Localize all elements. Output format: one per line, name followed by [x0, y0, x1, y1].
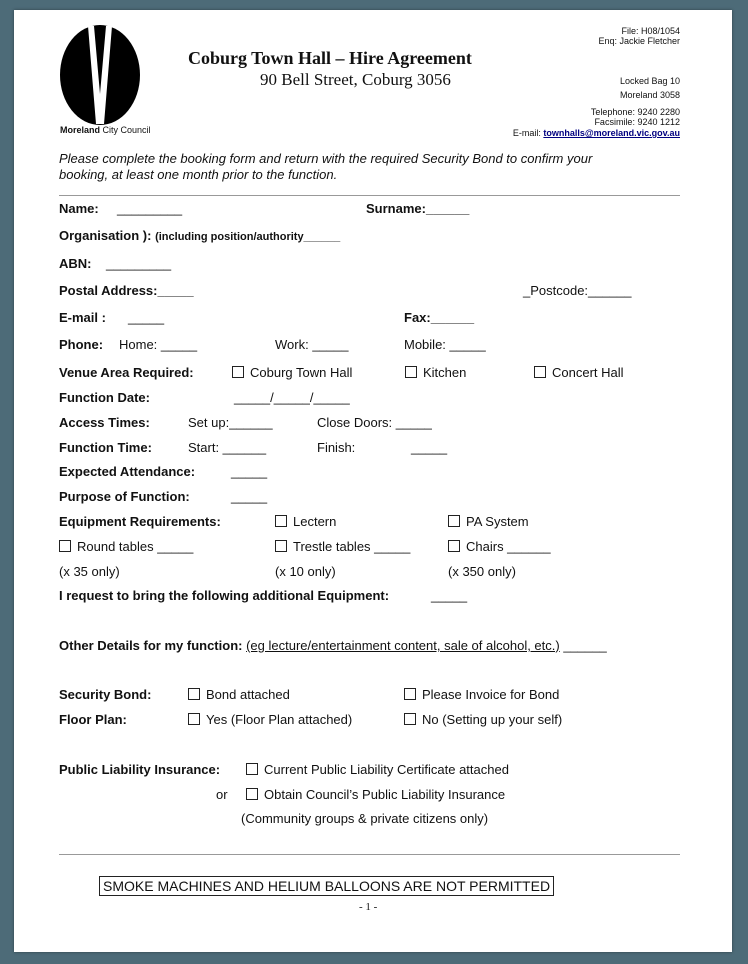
trestle-tables-option[interactable]: Trestle tables _____: [275, 539, 410, 554]
function-date-label: Function Date:: [59, 390, 150, 405]
work-phone-field[interactable]: Work: _____: [275, 337, 349, 352]
moreland-logo-icon: [58, 24, 142, 130]
logo-text: Moreland City Council: [60, 125, 151, 135]
postcode-field[interactable]: _Postcode:______: [523, 283, 632, 298]
setup-time-field[interactable]: Set up:______: [188, 415, 273, 430]
checkbox[interactable]: [534, 366, 546, 378]
checkbox[interactable]: [448, 540, 460, 552]
page-number: - 1 -: [359, 901, 378, 913]
purpose-label: Purpose of Function:: [59, 489, 190, 504]
additional-equipment-label: I request to bring the following additional Equipment:: [59, 588, 390, 603]
attendance-label: Expected Attendance:: [59, 464, 196, 479]
document-page: [14, 10, 732, 952]
checkbox[interactable]: [405, 366, 417, 378]
abn-field[interactable]: _________: [106, 256, 172, 271]
checkbox[interactable]: [404, 713, 416, 725]
other-details-label: Other Details for my function:: [59, 638, 243, 653]
header-divider: [59, 195, 680, 196]
function-time-label: Function Time:: [59, 440, 152, 455]
home-phone-field[interactable]: Home: _____: [119, 337, 198, 352]
invoice-bond-option[interactable]: Please Invoice for Bond: [404, 687, 559, 702]
additional-equipment-field[interactable]: _____: [431, 588, 468, 603]
email-label: E-mail :: [59, 310, 106, 325]
function-date-field[interactable]: _____/_____/_____: [234, 390, 350, 405]
insurance-certificate-option[interactable]: Current Public Liability Certificate attached: [246, 762, 509, 777]
surname-field[interactable]: Surname:______: [366, 201, 470, 216]
checkbox[interactable]: [246, 763, 258, 775]
suburb-postcode: Moreland 3058: [619, 90, 680, 100]
council-insurance-option[interactable]: Obtain Council’s Public Liability Insurance: [246, 787, 505, 802]
organisation-label: Organisation ):: [59, 228, 152, 243]
checkbox[interactable]: [59, 540, 71, 552]
trestle-tables-quantity-note: (x 10 only): [275, 564, 336, 579]
round-tables-quantity-note: (x 35 only): [59, 564, 120, 579]
equipment-label: Equipment Requirements:: [59, 514, 221, 529]
security-bond-label: Security Bond:: [59, 687, 152, 702]
facsimile: Facsimile: 9240 1212: [594, 117, 680, 127]
start-time-field[interactable]: Start: ______: [188, 440, 267, 455]
finish-time-field[interactable]: _____: [411, 440, 448, 455]
access-times-label: Access Times:: [59, 415, 150, 430]
chairs-option[interactable]: Chairs ______: [448, 539, 551, 554]
name-field[interactable]: _________: [117, 201, 183, 216]
checkbox[interactable]: [275, 515, 287, 527]
venue-concert-hall-option[interactable]: Concert Hall: [534, 365, 624, 380]
footer-divider: [59, 854, 680, 855]
postal-address-field[interactable]: Postal Address:_____: [59, 283, 194, 298]
checkbox[interactable]: [404, 688, 416, 700]
chairs-quantity-note: (x 350 only): [448, 564, 516, 579]
intro-line-1: Please complete the booking form and return with the required Security Bond to confirm your: [59, 151, 593, 166]
checkbox[interactable]: [448, 515, 460, 527]
checkbox[interactable]: [246, 788, 258, 800]
checkbox[interactable]: [232, 366, 244, 378]
locked-bag: Locked Bag 10: [619, 76, 680, 86]
telephone: Telephone: 9240 2280: [590, 107, 680, 117]
insurance-or-text: or: [216, 787, 228, 802]
email-contact: E-mail: townhalls@moreland.vic.gov.au: [512, 128, 680, 138]
other-details-note: (eg lecture/entertainment content, sale of alcohol, etc.): [246, 638, 560, 653]
round-tables-option[interactable]: Round tables _____: [59, 539, 193, 554]
organisation-row[interactable]: [59, 228, 340, 243]
document-title: Coburg Town Hall – Hire Agreement: [188, 48, 472, 68]
floor-plan-label: Floor Plan:: [59, 712, 127, 727]
enquiry-contact: Enq: Jackie Fletcher: [598, 36, 680, 46]
finish-time-label: Finish:: [317, 440, 356, 455]
venue-label: Venue Area Required:: [59, 365, 194, 380]
venue-kitchen-option[interactable]: Kitchen: [405, 365, 466, 380]
lectern-option[interactable]: Lectern: [275, 514, 336, 529]
venue-coburg-town-hall-option[interactable]: Coburg Town Hall: [232, 365, 352, 380]
other-details-row[interactable]: [59, 638, 607, 653]
floor-plan-no-option[interactable]: No (Setting up your self): [404, 712, 562, 727]
floor-plan-yes-option[interactable]: Yes (Floor Plan attached): [188, 712, 352, 727]
insurance-label: Public Liability Insurance:: [59, 762, 221, 777]
phone-label: Phone:: [59, 337, 104, 352]
insurance-note: (Community groups & private citizens only): [241, 811, 489, 826]
intro-line-2: booking, at least one month prior to the function.: [59, 167, 338, 182]
file-reference: File: H08/1054: [621, 26, 680, 36]
warning-notice: SMOKE MACHINES AND HELIUM BALLOONS ARE NOT PERMITTED: [99, 876, 554, 896]
checkbox[interactable]: [188, 688, 200, 700]
attendance-field[interactable]: _____: [231, 464, 268, 479]
email-link[interactable]: townhalls@moreland.vic.gov.au: [543, 128, 680, 138]
name-label: Name:: [59, 201, 99, 216]
bond-attached-option[interactable]: Bond attached: [188, 687, 290, 702]
close-doors-field[interactable]: Close Doors: _____: [317, 415, 432, 430]
pa-system-option[interactable]: PA System: [448, 514, 529, 529]
other-details-field[interactable]: ______: [563, 638, 607, 653]
venue-address: 90 Bell Street, Coburg 3056: [260, 70, 451, 89]
mobile-phone-field[interactable]: Mobile: _____: [404, 337, 486, 352]
checkbox[interactable]: [275, 540, 287, 552]
checkbox[interactable]: [188, 713, 200, 725]
organisation-note: (including position/authority______: [155, 231, 341, 243]
purpose-field[interactable]: _____: [231, 489, 268, 504]
fax-field[interactable]: Fax:______: [404, 310, 475, 325]
abn-label: ABN:: [59, 256, 92, 271]
email-field[interactable]: _____: [128, 310, 165, 325]
